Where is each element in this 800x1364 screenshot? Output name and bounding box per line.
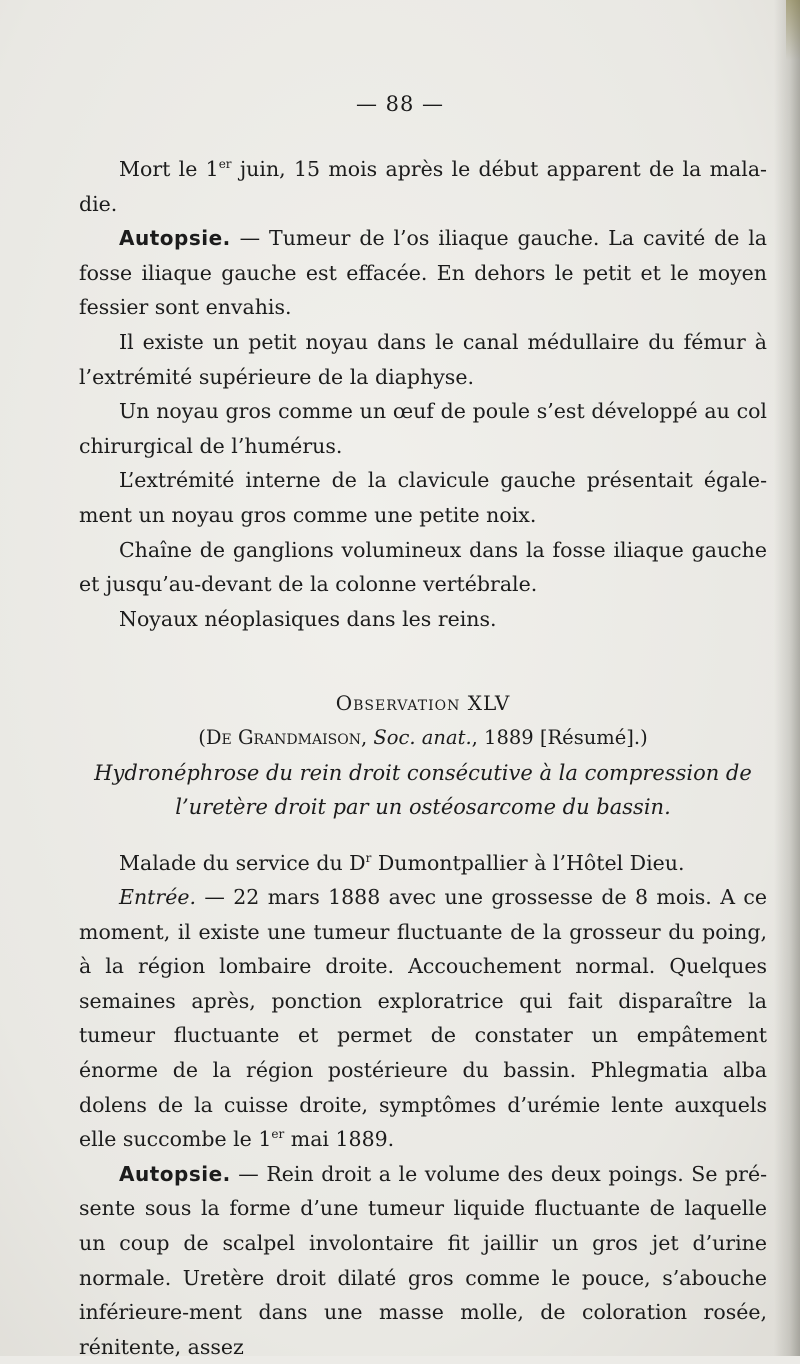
superscript: er [218, 157, 232, 172]
text-run: — Rein droit a le volume des deux poings. Se pré-sente sous la forme d’une tumeur liquide fluctuante de laquelle un coup de scalpel involontaire fit jaillir un gros jet d’urine normale. Uretère droit dilaté gros comme le pouce, s’abouche inférieure-ment dans une masse molle, de coloration rosée, rénitente, assez [79, 1161, 767, 1359]
observation-reference [79, 721, 767, 756]
page-number: — 88 — [355, 92, 445, 116]
paragraph-reins: Noyaux néoplasiques dans les reins. [119, 606, 497, 631]
paragraph-ganglions: Chaîne de ganglions volumineux dans la fosse iliaque gauche et jusqu’au-devant de la colonne vertébrale. [79, 537, 767, 597]
text-run: ( [198, 725, 206, 749]
section-head-autopsie: Autopsie. [119, 226, 231, 251]
paragraph-autopsie-2 [79, 1157, 767, 1364]
paragraph-humerus: Un noyau gros comme un œuf de poule s’est développé au col chirurgical de l’humérus. [79, 399, 767, 458]
observation-title [79, 686, 767, 721]
text-run: juin, 15 mois après le début apparent de la mala-die. [79, 157, 767, 216]
text-run: — 22 mars 1888 avec une grossesse de 8 mois. A ce moment, il existe une tumeur fluctuante de la grosseur du poing, à la région lombaire droite. Accouchement normal. Quelques semaines après, ponction exploratrice qui fait disparaître la tumeur fluctuante et permet de constater un empâtement énorme de la région postérieure du bassin. Phlegmatia alba dolens de la cuisse droite, symptômes d’urémie lente auxquels elle succombe le 1 [79, 885, 767, 1152]
paragraph-autopsie-1 [79, 221, 767, 325]
reference-author: De Grandmaison [205, 725, 361, 749]
observation-subtitle [79, 756, 767, 824]
section-head-entree: Entrée. [119, 885, 196, 910]
paragraph-entree [79, 880, 767, 1157]
text-run: mai 1889. [284, 1127, 395, 1152]
text-run: , [360, 725, 374, 749]
text-run: Malade du service du D [119, 850, 366, 875]
paragraph-death [79, 152, 767, 221]
superscript: r [365, 850, 372, 865]
paragraph-femur: Il existe un petit noyau dans le canal médullaire du fémur à l’extrémité supérieure de la diaphyse. [79, 329, 767, 389]
page-edge-stain [786, 0, 800, 60]
text-run: à la compression de l’uretère droit par un ostéosarcome du bassin. [175, 760, 752, 819]
paragraph-clavicule: L’extrémité interne de la clavicule gauche présentait égale-ment un noyau gros comme une petite noix. [79, 468, 767, 527]
observation-number: XLV [467, 691, 511, 716]
page-edge-shadow [774, 0, 800, 1356]
text-run: , 1889 [Résumé].) [471, 725, 648, 749]
text-run: Hydronéphrose du rein droit consécutive [94, 760, 540, 785]
observation-label: Observation [335, 691, 461, 716]
text-run: Dumontpallier à l’Hôtel Dieu. [371, 850, 685, 875]
superscript: er [271, 1127, 285, 1142]
section-head-autopsie: Autopsie. [119, 1161, 231, 1186]
reference-journal: Soc. anat. [373, 725, 472, 749]
body-text [79, 152, 767, 1364]
paragraph-malade [79, 846, 767, 881]
text-run: — Tumeur de l’os iliaque gauche. La cavité de la fosse iliaque gauche est effacée. En dehors le petit et le moyen fessier sont envahis. [79, 226, 767, 320]
text-run: Mort le 1 [119, 157, 219, 181]
